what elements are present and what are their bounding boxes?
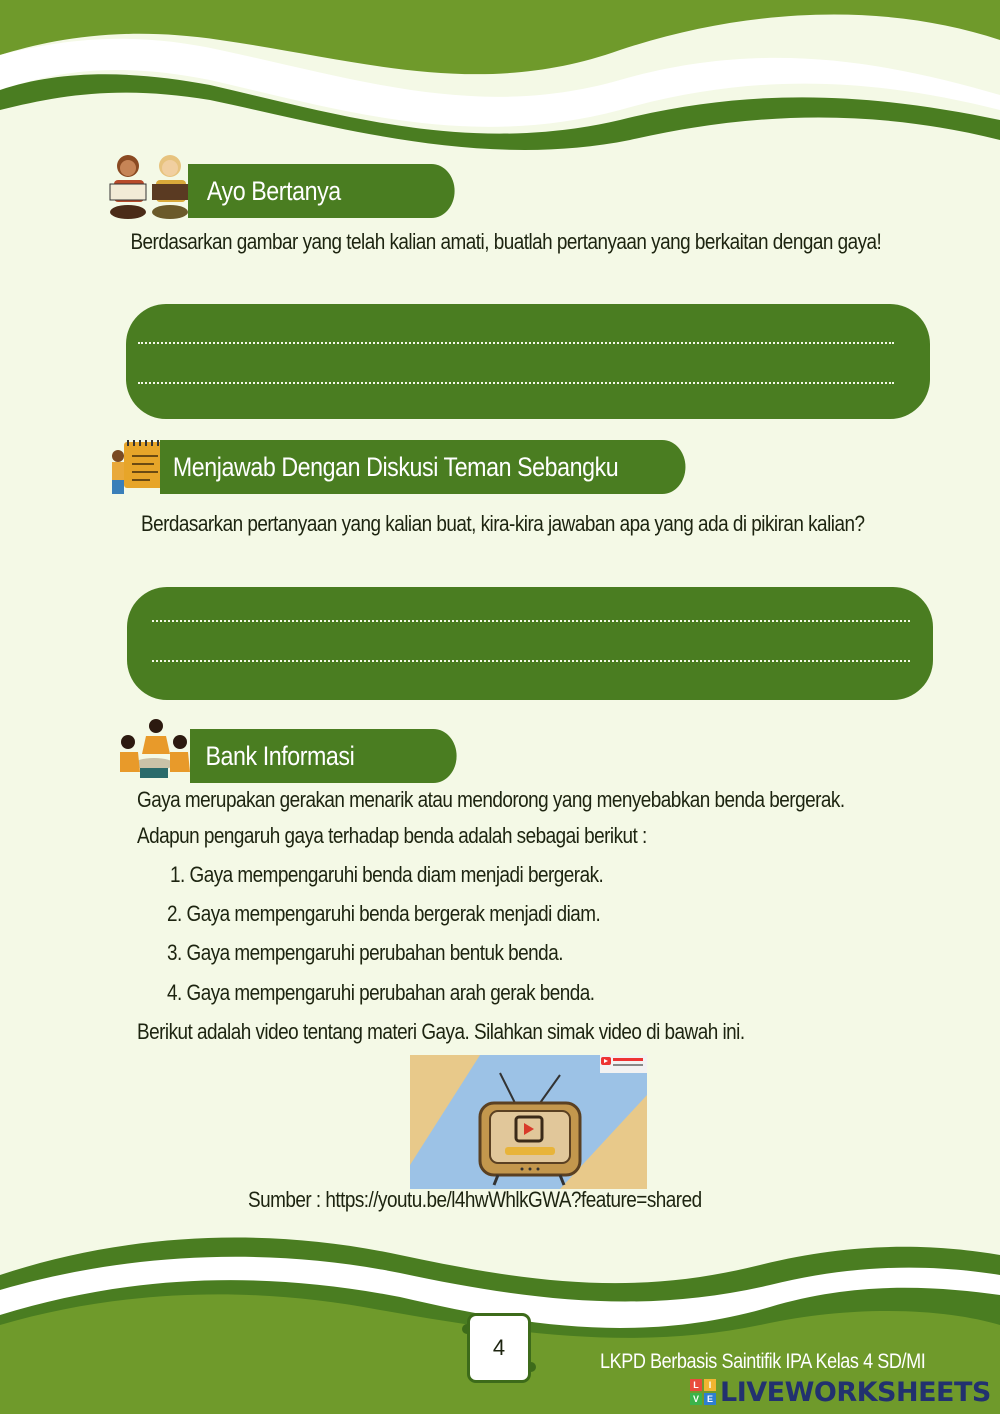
top-wave-decoration [0,0,1000,160]
logo-tile: V [690,1393,702,1405]
video-thumbnail[interactable] [410,1055,647,1189]
liveworksheets-logo [690,1376,991,1408]
answer-box-questions[interactable] [126,304,930,419]
discuss-prompt [141,504,920,544]
video-thumbnail-tv-icon[interactable] [410,1055,647,1189]
answer-line[interactable] [138,382,894,384]
answer-line[interactable] [152,620,910,622]
section-title-text: Bank Informasi [205,740,355,771]
footer-title: LKPD Berbasis Saintifik IPA Kelas 4 SD/MI [600,1350,926,1373]
section-title-ayo-bertanya [188,164,455,218]
discuss-prompt-text: Berdasarkan pertanyaan yang kalian buat, kira-kira jawaban apa yang ada di pikiran kalian? [141,511,865,536]
section-title-menjawab [160,440,685,494]
page-number: 4 [470,1316,528,1380]
answer-line[interactable] [152,660,910,662]
section-title-bank-informasi [190,729,457,783]
logo-tile: E [704,1393,716,1405]
info-definition: Gaya merupakan gerakan menarik atau mendorong yang menyebabkan benda bergerak. [137,787,845,812]
logo-tile: L [690,1379,702,1391]
video-source: Sumber : https://youtu.be/l4hwWhlkGWA?feature=shared [248,1187,702,1212]
list-item: 4. Gaya mempengaruhi perubahan arah gerak benda. [167,980,595,1005]
group-discussion-icon [116,714,192,780]
list-item: 3. Gaya mempengaruhi perubahan bentuk benda. [167,940,563,965]
list-item: 2. Gaya mempengaruhi benda bergerak menjadi diam. [167,901,601,926]
logo-tile: I [704,1379,716,1391]
answer-line[interactable] [138,342,894,344]
liveworksheets-tiles-icon [690,1379,716,1405]
students-reading-icon [106,150,192,222]
notepad-student-icon [108,436,168,496]
section-title-text: Menjawab Dengan Diskusi Teman Sebangku [172,451,619,482]
answer-box-answers[interactable] [127,587,933,700]
info-intro: Adapun pengaruh gaya terhadap benda adalah sebagai berikut : [137,823,647,848]
list-item: 1. Gaya mempengaruhi benda diam menjadi bergerak. [170,862,604,887]
video-intro: Berikut adalah video tentang materi Gaya. Silahkan simak video di bawah ini. [137,1019,745,1044]
section-title-text: Ayo Bertanya [206,175,341,206]
liveworksheets-brand: LIVEWORKSHEETS [720,1376,991,1408]
ask-prompt: Berdasarkan gambar yang telah kalian amati, buatlah pertanyaan yang berkaitan dengan gaya! [130,229,882,254]
